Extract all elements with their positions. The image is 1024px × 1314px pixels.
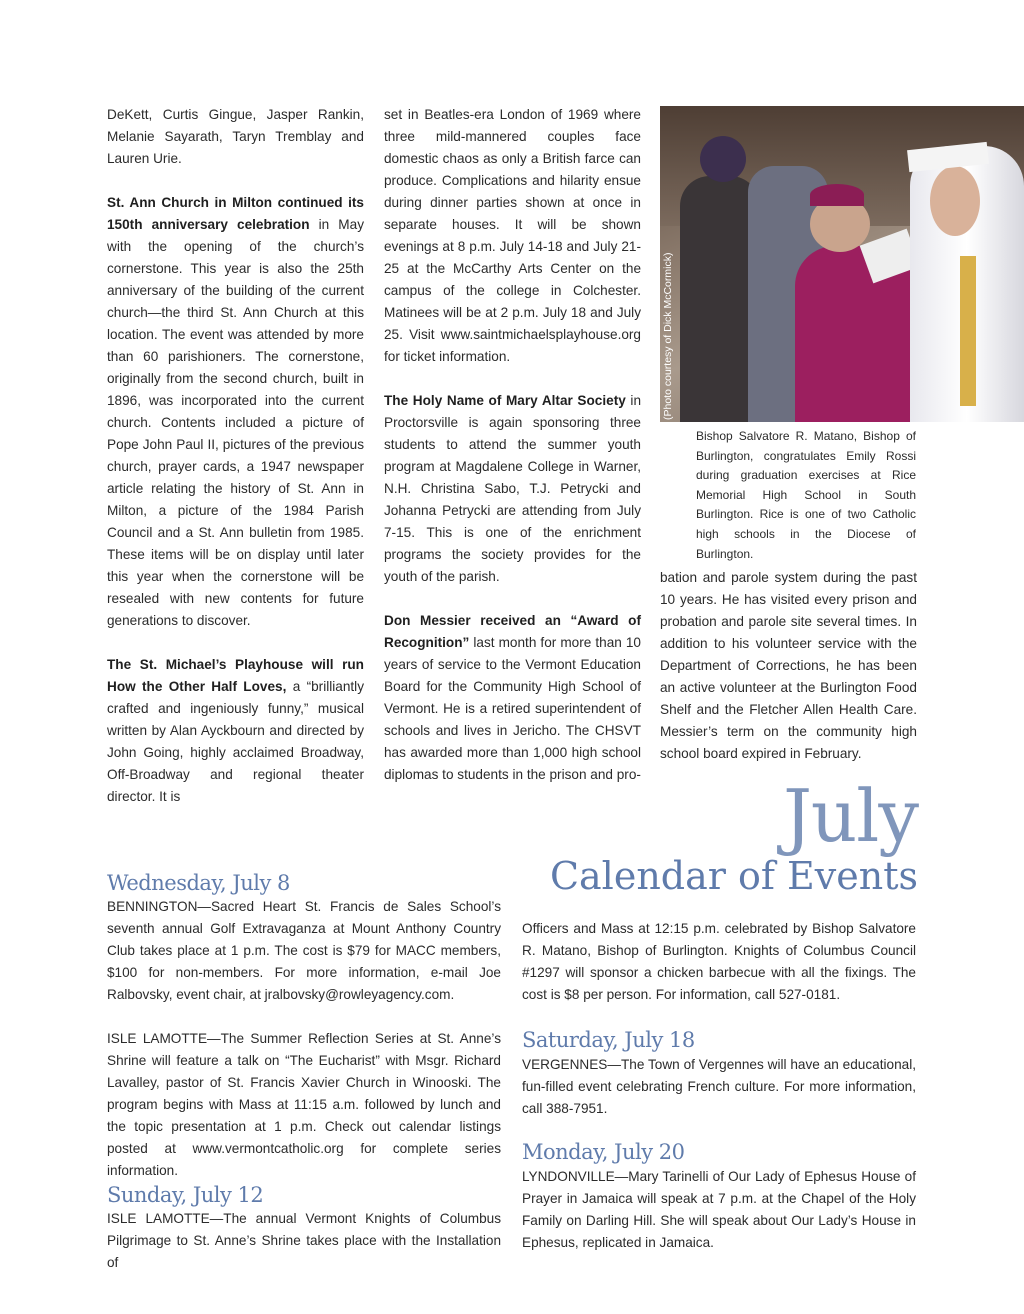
article-paragraph: bation and parole system during the past 10 years. He has visited every prison and probation and parole site several times. In addition to his volunteer service with the Department of Corrections, he has been an active volunteer at the Burlington Food Shelf and the Fletcher Allen Health Care. Messier’s term on the community high school board expired in February. (660, 570, 917, 761)
news-column-2 (384, 104, 641, 786)
day-heading: Monday, July 20 (522, 1140, 685, 1164)
article-paragraph: set in Beatles-era London of 1969 where three mild-mannered couples face domestic chaos as only a British farce can produce. Complications and hilarity ensue during dinner parties shown at once in separate houses. It will be shown evenings at 8 p.m. July 14-18 and July 21-25 at the McCarthy Arts Center on the campus of the college in Colchester. Matinees will be at 2 p.m. July 18 and July 25. Visit www.saintmichaelsplayhouse.org for ticket information. (384, 107, 641, 364)
article-paragraph: DeKett, Curtis Gingue, Jasper Rankin, Melanie Sayarath, Taryn Tremblay and Lauren Urie. (107, 107, 364, 166)
event-list (522, 918, 916, 1006)
event-item: VERGENNES—The Town of Vergennes will have an educational, fun-filled event celebrating French culture. For more information, call 388-7951. (522, 1057, 916, 1116)
event-list (107, 1208, 501, 1274)
event-item: BENNINGTON—Sacred Heart St. Francis de Sales School’s seventh annual Golf Extravaganza at Mount Anthony Country Club takes place at 1 p.m. The cost is $79 for MACC members, $100 for non-members. For more information, e-mail Joe Ralbovsky, event chair, at jralbovsky@rowleyagency.com. (107, 899, 501, 1002)
day-heading: Sunday, July 12 (107, 1183, 264, 1207)
news-column-1 (107, 104, 364, 808)
article-lead: The Holy Name of Mary Altar Society (384, 393, 626, 408)
photo-caption: Bishop Salvatore R. Matano, Bishop of Burlington, congratulates Emily Rossi during graduation exercises at Rice Memorial High School in South Burlington. Rice is one of two Catholic high schools in the Diocese of Burlington. (696, 429, 916, 561)
calendar-title: Calendar of Events (549, 854, 918, 898)
article-paragraph: The St. Michael’s Playhouse will run How the Other Half Loves, a “brilliantly crafted and ingeniously funny,” musical written by Alan Ayckbourn and directed by John Going, highly acclaimed Broadway, Off-Broadway and regional theater director. It is (107, 657, 364, 804)
event-list (522, 1054, 916, 1120)
day-heading: Saturday, July 18 (522, 1028, 695, 1052)
event-list (107, 896, 501, 1182)
photo-credit (661, 406, 675, 420)
graduation-photo (660, 106, 1024, 422)
event-item: ISLE LAMOTTE—The annual Vermont Knights of Columbus Pilgrimage to St. Anne’s Shrine takes place with the Installation of (107, 1211, 501, 1270)
event-list (522, 1166, 916, 1254)
calendar-month-title: July (783, 774, 918, 858)
article-lead: The St. Michael’s Playhouse will run How the Other Half Loves, (107, 657, 364, 694)
news-column-3 (660, 567, 917, 765)
article-paragraph: The Holy Name of Mary Altar Society in Proctorsville is again sponsoring three students to attend the summer youth program at Magdalene College in Warner, N.H. Christina Sabo, T.J. Petrycki and Johanna Petrycki are attending from July 7-15. This is one of the enrichment programs the society provides for the youth of the parish. (384, 393, 642, 584)
article-lead: Don Messier received an “Award of Recognition” (384, 613, 641, 650)
article-lead: St. Ann Church in Milton continued its 150th anniversary celebration (107, 195, 364, 232)
article-paragraph: St. Ann Church in Milton continued its 150th anniversary celebration in May with the opening of the church’s cornerstone. This year is also the 25th anniversary of the building of the current church—the third St. Ann Church at this location. The event was attended by more than 60 parishioners. The cornerstone, originally from the second church, built in 1896, was incorporated into the current church. Contents included a picture of Pope John Paul II, pictures of the previous church, prayer cards, a 1947 newspaper article relating the history of St. Ann in Milton, a picture of the 1984 Parish Council and a St. Ann bulletin from 1985. These items will be on display until later this year when the cornerstone will be resealed with new contents for future generations to discover. (107, 195, 364, 628)
day-heading: Wednesday, July 8 (107, 871, 290, 895)
article-paragraph: Don Messier received an “Award of Recognition” last month for more than 10 years of service to the Vermont Education Board for the Community High School of Vermont. He is a retired superintendent of schools and lives in Jericho. The CHSVT has awarded more than 1,000 high school diplomas to students in the prison and pro- (384, 613, 641, 782)
event-item: LYNDONVILLE—Mary Tarinelli of Our Lady of Ephesus House of Prayer in Jamaica will speak at 7 p.m. at the Chapel of the Holy Family on Darling Hill. She will speak about Our Lady’s House in Ephesus, replicated in Jamaica. (522, 1169, 916, 1250)
event-item: Officers and Mass at 12:15 p.m. celebrated by Bishop Salvatore R. Matano, Bishop of Burlington. Knights of Columbus Council #1297 will sponsor a chicken barbecue with all the fixings. The cost is $8 per person. For information, call 527-0181. (522, 921, 916, 1002)
event-item: ISLE LAMOTTE—The Summer Reflection Series at St. Anne’s Shrine will feature a talk on “The Eucharist” with Msgr. Richard Lavalley, pastor of St. Francis Xavier Church in Winooski. The program begins with Mass at 11:15 a.m. followed by lunch and the topic presentation at 1 p.m. Check out calendar listings posted at www.vermontcatholic.org for complete series information. (107, 1031, 501, 1178)
